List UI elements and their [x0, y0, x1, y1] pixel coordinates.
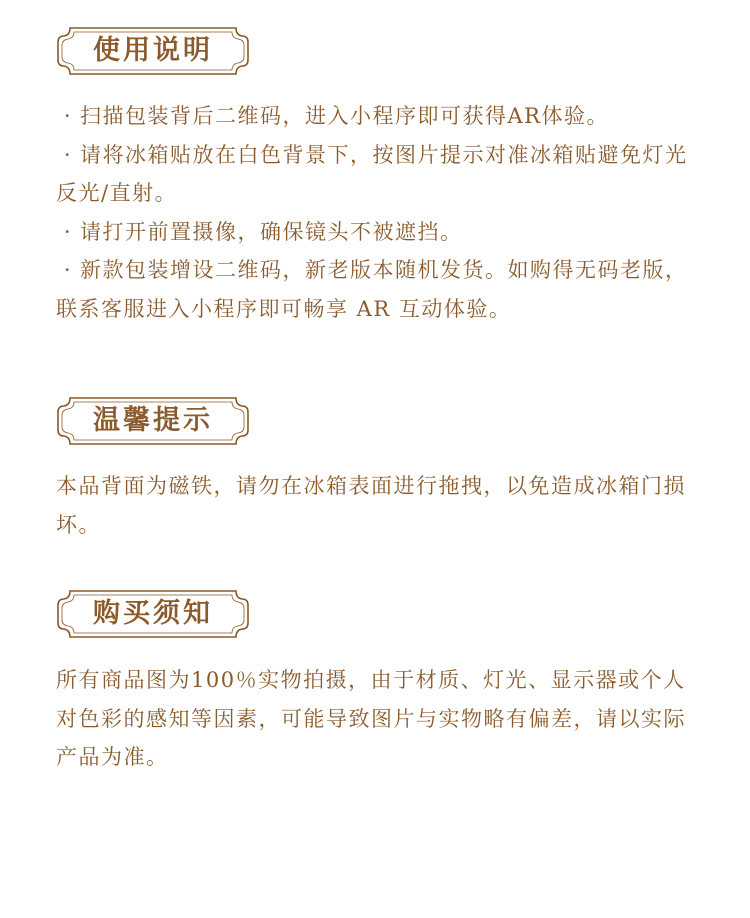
usage-item-text: 新款包装增设二维码，新老版本随机发货。如购得无码老版，联系客服进入小程序即可畅享 AR 互动体验。	[56, 258, 688, 321]
purchase-title: 购买须知	[93, 598, 213, 629]
tips-section-header	[56, 396, 250, 446]
bullet-dot: ·	[63, 104, 73, 128]
usage-item-text: 请打开前置摄像，确保镜头不被遮挡。	[80, 219, 463, 244]
usage-section-header	[56, 26, 250, 76]
usage-list	[56, 97, 706, 328]
usage-item	[56, 213, 706, 252]
bullet-dot: ·	[63, 219, 73, 244]
usage-item-text: 请将冰箱贴放在白色背景下，按图片提示对准冰箱贴避免灯光反光/直射。	[56, 142, 688, 205]
usage-item-text: 扫描包装背后二维码，进入小程序即可获得AR体验。	[80, 104, 609, 128]
tips-text-block	[56, 467, 706, 544]
usage-item	[56, 97, 706, 136]
tips-text: 本品背面为磁铁，请勿在冰箱表面进行拖拽，以免造成冰箱门损坏。	[56, 474, 686, 537]
bullet-dot: ·	[63, 258, 73, 282]
usage-title: 使用说明	[93, 35, 213, 66]
purchase-text-block	[56, 661, 706, 777]
usage-item	[56, 251, 706, 328]
tips-title: 温馨提示	[93, 405, 213, 436]
purchase-section-header	[56, 589, 250, 639]
bullet-dot: ·	[63, 142, 73, 167]
purchase-text: 所有商品图为100％实物拍摄，由于材质、灯光、显示器或个人对色彩的感知等因素，可能导致图片与实物略有偏差，请以实际产品为准。	[56, 668, 686, 769]
usage-item	[56, 136, 706, 213]
